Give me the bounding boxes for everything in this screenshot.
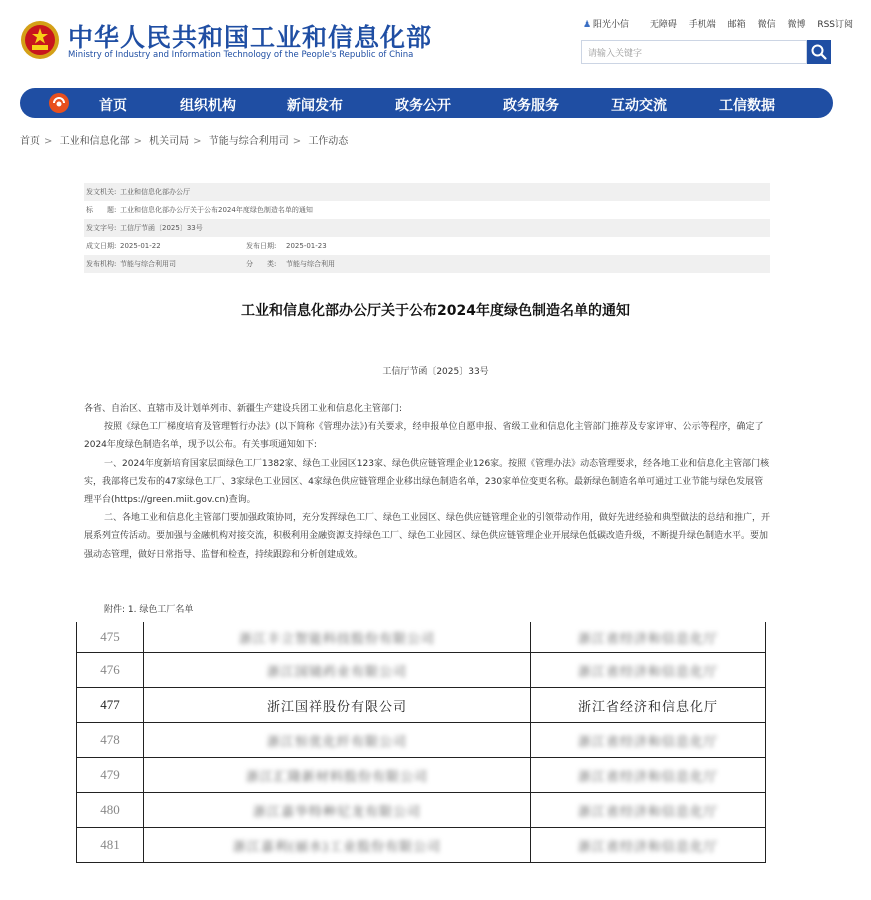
nav-news[interactable]: 新闻发布 — [287, 98, 343, 114]
site-subtitle: Ministry of Industry and Information Technology of the People's Republic of China — [68, 50, 414, 60]
national-emblem-icon[interactable] — [20, 18, 60, 62]
main-nav — [20, 88, 833, 118]
meta-row-org: 发布机构: 节能与综合利用司 分 类: 节能与综合利用 — [84, 255, 770, 273]
meta-row-issuer: 发文机关: 工业和信息化部办公厅 — [84, 183, 770, 201]
top-link-mobile[interactable]: 手机端 — [688, 20, 716, 30]
paragraph-two: 二、各地工业和信息化主管部门要加强政策协同，充分发挥绿色工厂、绿色工业园区、绿色供应链管理企业的引领带动作用，做好先进经验和典型做法的总结和推广，开展系列宣传活动。要加强与金融机构对接交流，积极利用金融资源支持绿色工厂、绿色工业园区、绿色供应链管理企业开展绿色低碳改造升级，不断提升绿色制造水平。要加强动态管理，做好日常指导、监督和检查，持续跟踪和分析创建成效。 — [84, 513, 771, 560]
search-button[interactable] — [807, 40, 831, 64]
meta-row-dates: 成文日期: 2025-01-22 发布日期: 2025-01-23 — [86, 242, 327, 250]
miit-logo-icon[interactable] — [48, 92, 70, 114]
table-row: 479 浙江汇隆新材料股份有限公司 浙江省经济和信息化厅 — [77, 758, 766, 793]
top-link-mail[interactable]: 邮箱 — [727, 20, 746, 30]
top-link-rss[interactable]: RSS订阅 — [817, 20, 854, 30]
search-input[interactable]: 请输入关键字 — [581, 40, 807, 64]
breadcrumb-item-news[interactable]: 工作动态 — [308, 136, 349, 147]
attachment-label[interactable]: 附件: 1. 绿色工厂名单 — [104, 605, 194, 615]
nav-gov-affairs-open[interactable]: 政务公开 — [395, 98, 451, 114]
table-row-highlighted: 477 浙江国祥股份有限公司 浙江省经济和信息化厅 — [77, 688, 766, 723]
top-link-sunshine[interactable]: ♟ 阳光小信 — [583, 20, 630, 30]
top-link-accessibility[interactable]: 无障碍 — [649, 20, 677, 30]
paragraph-intro: 按照《绿色工厂梯度培育及管理暂行办法》(以下简称《管理办法》)有关要求，经申报单位自愿申报、省级工业和信息化主管部门推荐及专家评审、公示等程序，确定了2024年度绿色制造名单，现予以公布。有关事项通知如下: — [84, 422, 764, 451]
breadcrumb-item-department[interactable]: 节能与综合利用司 — [208, 136, 289, 147]
table-row: 475 浙江丰立智能科技股份有限公司 浙江省经济和信息化厅 — [77, 622, 766, 653]
site-header — [0, 0, 871, 80]
table-row: 476 浙江国镜药业有限公司 浙江省经济和信息化厅 — [77, 653, 766, 688]
green-factory-table-image — [76, 622, 766, 872]
breadcrumb-item-ministry[interactable]: 工业和信息化部 — [59, 136, 130, 147]
green-factory-table — [76, 622, 766, 863]
meta-row-title: 标 题: 工业和信息化部办公厅关于公布2024年度绿色制造名单的通知 — [86, 206, 313, 214]
search-icon — [807, 40, 831, 64]
person-icon: ♟ — [583, 20, 592, 30]
top-link-wechat[interactable]: 微信 — [757, 20, 776, 30]
nav-home[interactable]: 首页 — [99, 98, 127, 114]
top-links — [583, 17, 862, 30]
top-link-weibo[interactable]: 微博 — [787, 20, 806, 30]
document-meta — [84, 183, 770, 273]
document-title: 工业和信息化部办公厅关于公布2024年度绿色制造名单的通知 — [241, 303, 630, 319]
breadcrumb-item-bureaus[interactable]: 机关司局 — [149, 136, 190, 147]
salutation: 各省、自治区、直辖市及计划单列市、新疆生产建设兵团工业和信息化主管部门: — [84, 404, 403, 414]
document-body — [84, 400, 770, 564]
nav-data[interactable]: 工信数据 — [719, 98, 775, 114]
document-number: 工信厅节函〔2025〕33号 — [382, 367, 489, 377]
breadcrumb: 首页 > 工业和信息化部 > 机关司局 > 节能与综合利用司 > 工作动态 — [20, 136, 349, 147]
table-row: 480 浙江嘉华特种尼龙有限公司 浙江省经济和信息化厅 — [77, 793, 766, 828]
nav-gov-services[interactable]: 政务服务 — [503, 98, 559, 114]
paragraph-one: 一、2024年度新培育国家层面绿色工厂1382家、绿色工业园区123家、绿色供应链管理企业126家。按照《管理办法》动态管理要求，经各地工业和信息化主管部门核实，我部将已发布的47家绿色工厂、3家绿色工业园区、4家绿色供应链管理企业移出绿色制造名单，230家单位变更名称。最新绿色制造名单可通过工业节能与绿色发展管理平台(https://green.miit.gov.cn)查询。 — [84, 458, 770, 506]
breadcrumb-item-home[interactable]: 首页 — [20, 136, 40, 147]
site-title[interactable]: 中华人民共和国工业和信息化部 — [68, 23, 433, 52]
nav-interaction[interactable]: 互动交流 — [611, 98, 667, 114]
meta-row-doc-no: 发文字号: 工信厅节函〔2025〕33号 — [84, 219, 770, 237]
table-row: 481 浙江嘉利(丽水)工业股份有限公司 浙江省经济和信息化厅 — [77, 828, 766, 863]
table-row: 478 浙江恒优化纤有限公司 浙江省经济和信息化厅 — [77, 723, 766, 758]
nav-organization[interactable]: 组织机构 — [180, 98, 236, 114]
